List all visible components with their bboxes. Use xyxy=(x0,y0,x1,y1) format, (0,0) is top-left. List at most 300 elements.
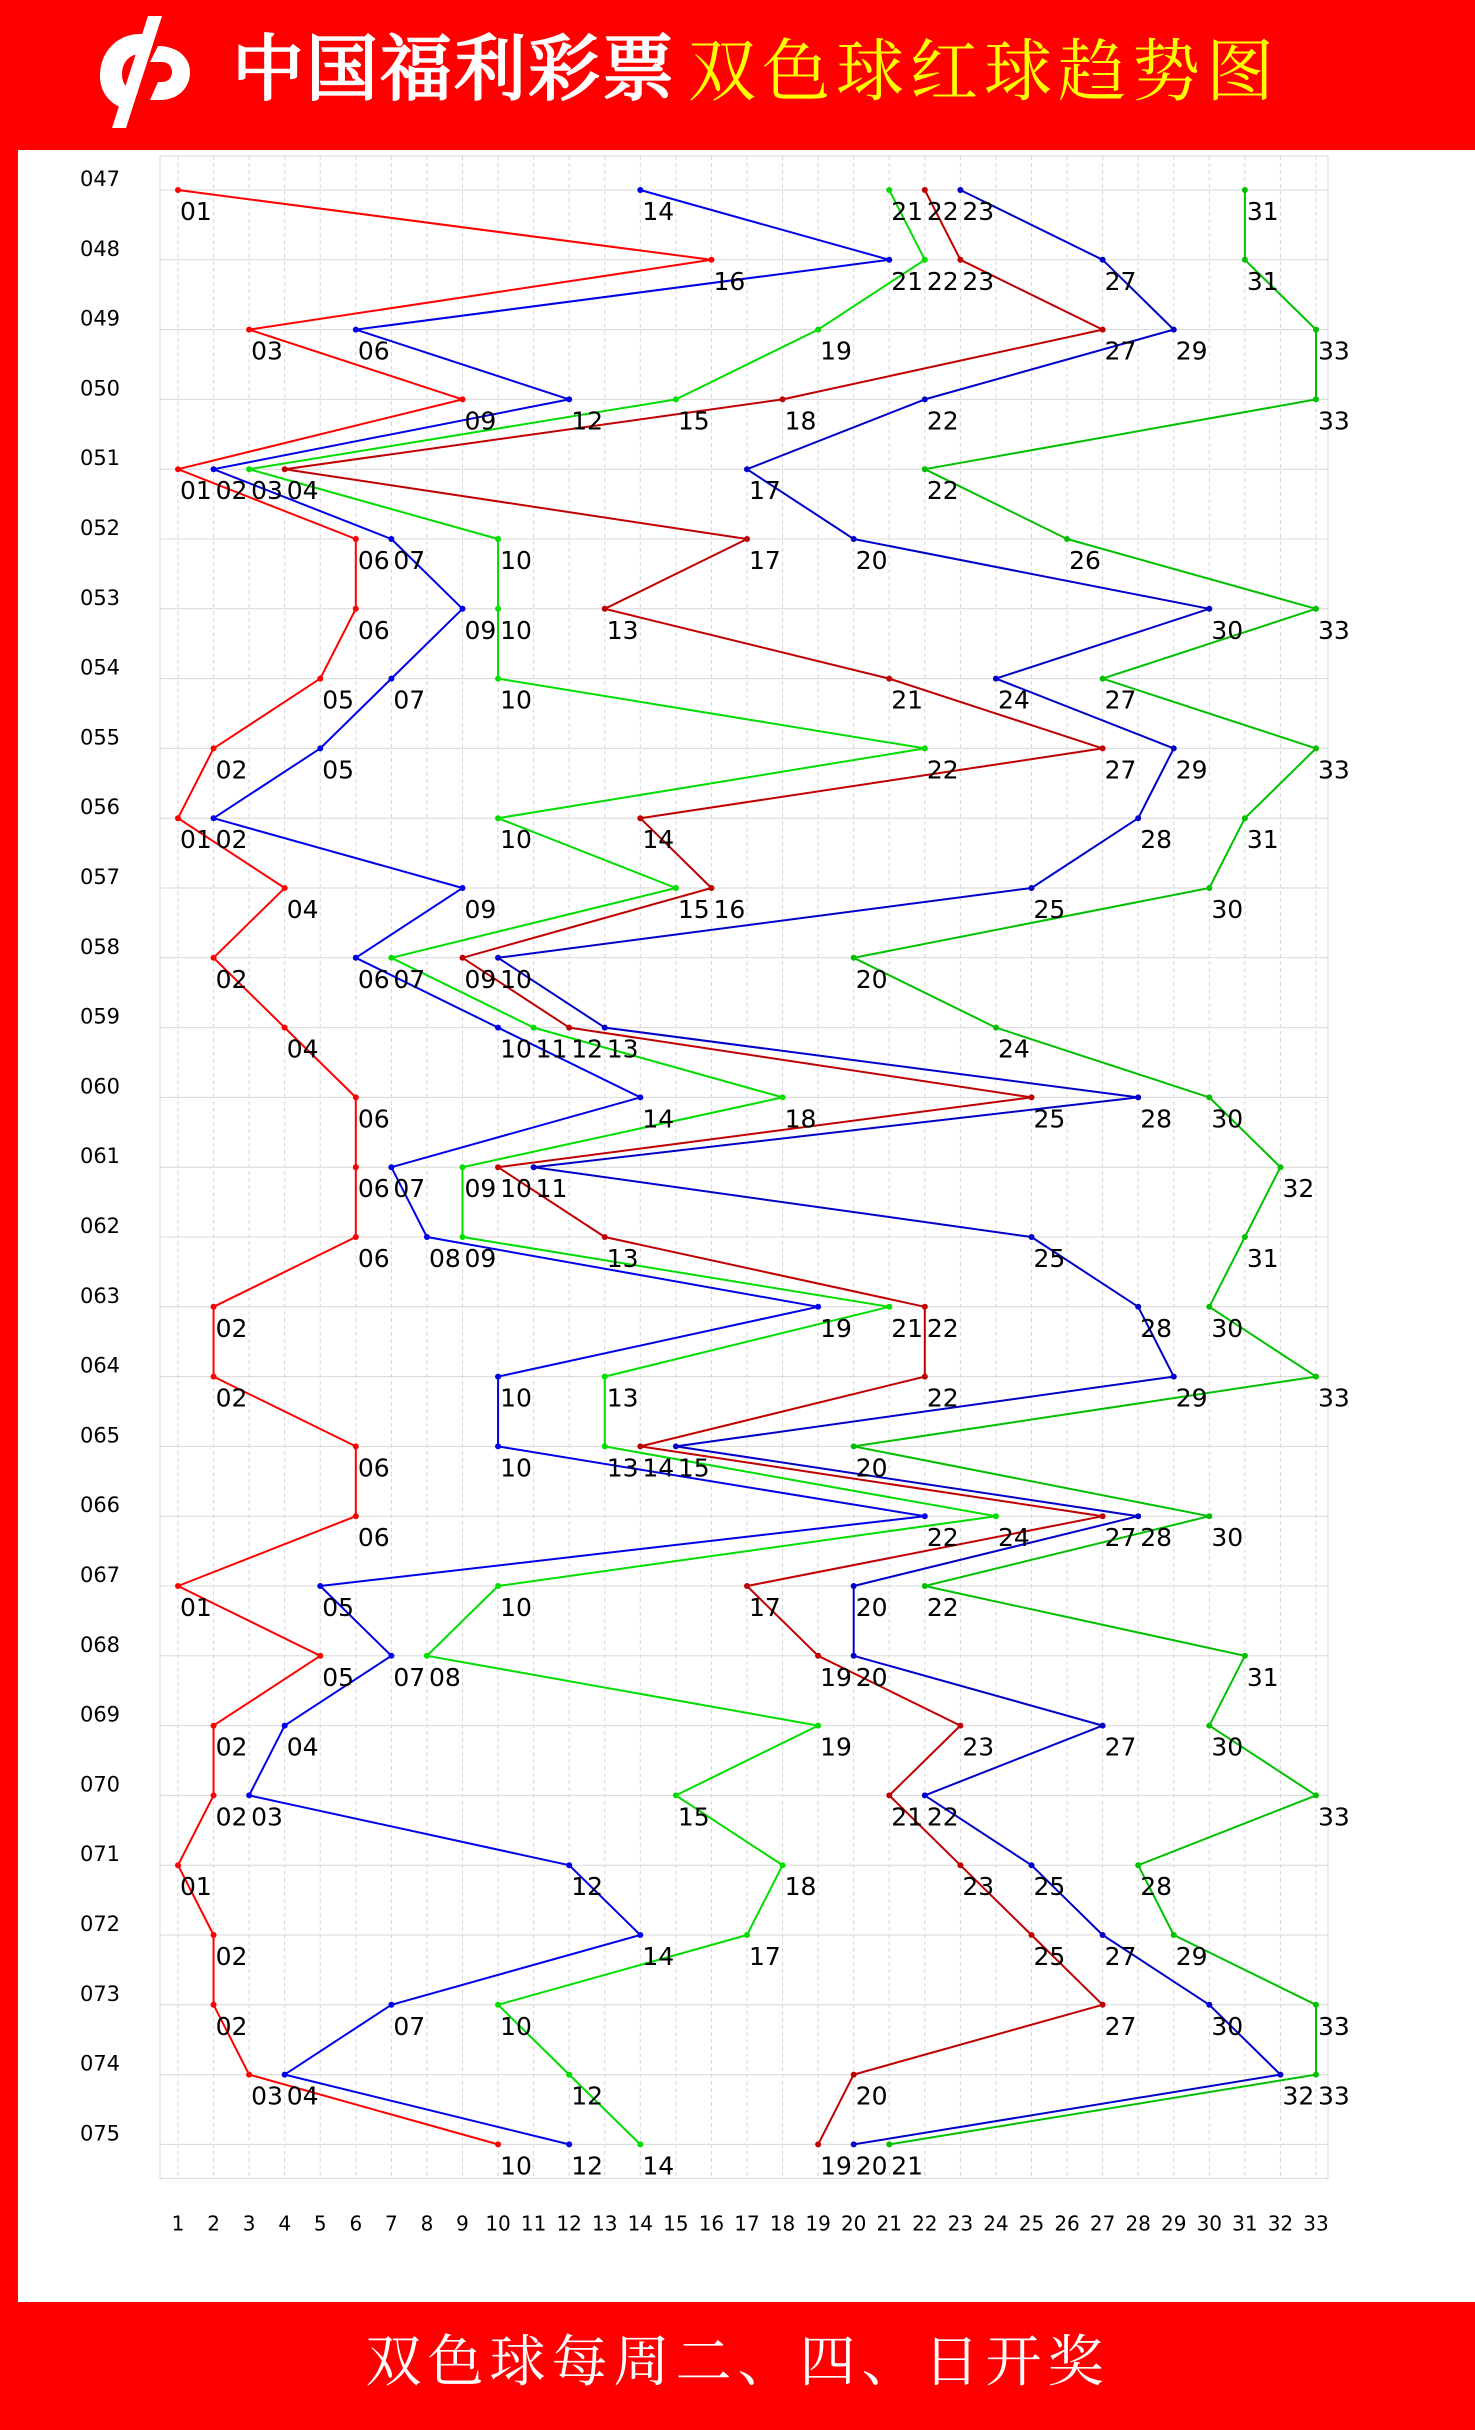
value-label: 12 xyxy=(571,1872,603,1902)
data-point xyxy=(708,257,714,263)
value-label: 10 xyxy=(500,1174,532,1204)
value-label: 04 xyxy=(286,895,319,924)
data-point xyxy=(922,1513,928,1519)
x-tick-label: 31 xyxy=(1232,2211,1258,2236)
data-point xyxy=(851,1653,857,1659)
value-label: 22 xyxy=(926,1523,959,1553)
data-point xyxy=(1100,257,1106,263)
issue-label: 061 xyxy=(79,1144,121,1169)
data-point xyxy=(460,1234,466,1240)
value-label: 14 xyxy=(642,2151,675,2181)
value-label: 10 xyxy=(500,685,532,715)
data-point xyxy=(353,1164,359,1170)
data-point xyxy=(353,606,359,612)
data-point xyxy=(246,327,252,333)
data-point xyxy=(211,745,217,751)
value-label: 04 xyxy=(286,1732,319,1762)
data-point xyxy=(424,1234,430,1240)
data-point xyxy=(495,1583,501,1589)
data-point xyxy=(1313,2002,1319,2008)
value-label: 29 xyxy=(1175,336,1208,366)
value-label: 22 xyxy=(926,197,959,226)
value-label: 02 xyxy=(215,1732,248,1762)
data-point xyxy=(211,466,217,472)
issue-label: 051 xyxy=(79,446,121,471)
x-tick-label: 8 xyxy=(420,2211,434,2236)
data-point xyxy=(495,676,501,682)
data-point xyxy=(673,1792,679,1798)
value-label: 22 xyxy=(926,755,959,785)
value-label: 32 xyxy=(1282,2081,1315,2111)
data-point xyxy=(531,1164,537,1170)
data-point xyxy=(993,1513,999,1519)
value-label: 10 xyxy=(500,615,532,645)
data-point xyxy=(175,815,181,821)
footer-banner xyxy=(0,2302,1475,2430)
value-label: 33 xyxy=(1318,406,1350,436)
data-point xyxy=(282,2072,288,2078)
data-point xyxy=(460,1164,466,1170)
value-label: 14 xyxy=(642,1453,675,1483)
value-label: 08 xyxy=(428,1244,461,1273)
value-label: 02 xyxy=(215,755,248,785)
x-tick-label: 18 xyxy=(769,2211,796,2236)
issue-label: 066 xyxy=(79,1493,121,1518)
data-point xyxy=(922,257,928,263)
value-label: 31 xyxy=(1246,197,1279,226)
data-point xyxy=(460,955,466,961)
data-point xyxy=(922,1374,928,1380)
issue-label: 074 xyxy=(79,2051,121,2076)
value-label: 07 xyxy=(393,964,426,994)
issue-label: 048 xyxy=(79,236,121,261)
data-point xyxy=(637,1443,643,1449)
data-point xyxy=(744,536,750,542)
value-label: 17 xyxy=(749,476,781,506)
value-label: 25 xyxy=(1033,1104,1066,1134)
x-tick-label: 26 xyxy=(1054,2211,1080,2236)
value-label: 24 xyxy=(997,685,1030,715)
value-label: 06 xyxy=(357,546,390,575)
data-point xyxy=(495,606,501,612)
data-point xyxy=(211,1374,217,1380)
data-point xyxy=(353,1513,359,1519)
data-point xyxy=(780,1094,786,1100)
value-label: 12 xyxy=(571,2081,603,2111)
value-label: 28 xyxy=(1140,1313,1172,1343)
issue-label: 052 xyxy=(79,516,121,540)
data-point xyxy=(317,745,323,751)
welfare-lottery-logo-icon xyxy=(78,6,198,134)
value-label: 03 xyxy=(251,1802,283,1832)
x-tick-label: 3 xyxy=(242,2211,256,2236)
value-label: 21 xyxy=(891,685,924,715)
issue-label: 072 xyxy=(79,1912,121,1936)
trend-chart xyxy=(18,150,1475,2302)
x-tick-label: 13 xyxy=(592,2211,618,2236)
data-point xyxy=(175,187,181,193)
data-point xyxy=(1064,536,1070,542)
data-point xyxy=(1242,187,1248,193)
value-label: 28 xyxy=(1140,1523,1172,1553)
value-label: 28 xyxy=(1140,1872,1172,1902)
value-label: 10 xyxy=(500,2151,532,2181)
value-label: 16 xyxy=(713,266,746,296)
data-point xyxy=(602,1443,608,1449)
data-point xyxy=(1100,2002,1106,2008)
data-point xyxy=(1171,327,1177,333)
value-label: 31 xyxy=(1246,266,1279,296)
value-label: 32 xyxy=(1282,1174,1315,1204)
value-label: 20 xyxy=(855,964,888,994)
value-label: 29 xyxy=(1175,755,1208,785)
value-label: 15 xyxy=(677,1802,710,1832)
x-tick-label: 30 xyxy=(1196,2211,1223,2236)
value-label: 15 xyxy=(677,1453,710,1483)
data-point xyxy=(211,1304,217,1310)
data-point xyxy=(851,955,857,961)
data-point xyxy=(744,1932,750,1938)
data-point xyxy=(602,606,608,612)
data-point xyxy=(602,1025,608,1031)
data-point xyxy=(282,1723,288,1729)
value-label: 23 xyxy=(962,266,995,296)
value-label: 02 xyxy=(215,1802,248,1832)
value-label: 14 xyxy=(642,197,675,226)
value-label: 02 xyxy=(215,2011,248,2041)
data-point xyxy=(1206,2002,1212,2008)
value-label: 28 xyxy=(1140,825,1172,855)
data-point xyxy=(211,1723,217,1729)
data-point xyxy=(957,257,963,263)
value-label: 13 xyxy=(606,615,639,645)
data-point xyxy=(1206,606,1212,612)
value-label: 06 xyxy=(357,1104,390,1134)
data-point xyxy=(495,2141,501,2147)
value-label: 20 xyxy=(855,1593,888,1622)
x-tick-label: 20 xyxy=(840,2211,867,2236)
data-point xyxy=(353,1443,359,1449)
value-label: 30 xyxy=(1211,1523,1244,1553)
x-tick-label: 2 xyxy=(207,2211,220,2236)
data-point xyxy=(673,396,679,402)
value-label: 20 xyxy=(855,2151,888,2181)
data-point xyxy=(1100,676,1106,682)
data-point xyxy=(495,1443,501,1449)
value-label: 19 xyxy=(820,336,852,366)
data-point xyxy=(922,1304,928,1310)
x-tick-label: 24 xyxy=(983,2211,1009,2236)
data-point xyxy=(957,1723,963,1729)
data-point xyxy=(1029,1234,1035,1240)
data-point xyxy=(886,1304,892,1310)
value-label: 04 xyxy=(286,476,319,506)
issue-label: 064 xyxy=(79,1353,121,1378)
data-point xyxy=(1242,815,1248,821)
value-label: 30 xyxy=(1211,1104,1244,1134)
value-label: 17 xyxy=(749,1942,781,1971)
value-label: 23 xyxy=(962,197,995,226)
data-point xyxy=(815,1304,821,1310)
value-label: 21 xyxy=(891,197,924,226)
data-point xyxy=(1100,1513,1106,1519)
value-label: 33 xyxy=(1318,1802,1350,1832)
value-label: 19 xyxy=(820,1732,852,1762)
data-point xyxy=(1277,1164,1283,1170)
data-point xyxy=(460,885,466,891)
value-label: 09 xyxy=(464,895,497,924)
data-point xyxy=(673,885,679,891)
data-point xyxy=(815,2141,821,2147)
value-label: 07 xyxy=(393,1662,426,1692)
data-point xyxy=(388,1164,394,1170)
data-point xyxy=(922,1583,928,1589)
value-label: 03 xyxy=(251,336,283,366)
value-label: 18 xyxy=(784,1872,817,1902)
data-point xyxy=(211,1792,217,1798)
x-tick-label: 16 xyxy=(698,2211,725,2236)
issue-label: 054 xyxy=(79,655,121,680)
data-point xyxy=(886,2141,892,2147)
value-label: 01 xyxy=(180,1872,212,1902)
value-label: 13 xyxy=(606,1244,639,1273)
data-point xyxy=(1029,1932,1035,1938)
value-label: 09 xyxy=(464,1174,497,1204)
value-label: 01 xyxy=(180,476,212,506)
value-label: 02 xyxy=(215,1383,248,1413)
data-point xyxy=(1206,1513,1212,1519)
page-title: 双色球红球趋势图 xyxy=(688,33,1281,112)
issue-label: 067 xyxy=(79,1563,121,1587)
value-label: 05 xyxy=(322,1662,355,1692)
data-point xyxy=(566,2141,572,2147)
data-point xyxy=(175,1583,181,1589)
data-point xyxy=(673,1443,679,1449)
value-label: 02 xyxy=(215,825,248,855)
data-point xyxy=(282,1025,288,1031)
value-label: 33 xyxy=(1318,2011,1350,2041)
data-point xyxy=(922,187,928,193)
header-banner xyxy=(0,0,1475,150)
data-point xyxy=(1313,327,1319,333)
value-label: 01 xyxy=(180,825,212,855)
value-label: 11 xyxy=(535,1174,568,1204)
data-point xyxy=(886,1792,892,1798)
issue-label: 049 xyxy=(79,306,121,331)
data-point xyxy=(1313,396,1319,402)
data-point xyxy=(886,187,892,193)
value-label: 09 xyxy=(464,406,497,436)
x-tick-label: 21 xyxy=(876,2211,902,2236)
data-point xyxy=(353,327,359,333)
x-tick-label: 27 xyxy=(1089,2211,1116,2236)
data-point xyxy=(1135,1094,1141,1100)
value-label: 33 xyxy=(1318,615,1350,645)
value-label: 06 xyxy=(357,1453,390,1483)
issue-label: 056 xyxy=(79,795,121,820)
x-tick-label: 19 xyxy=(805,2211,831,2236)
value-label: 25 xyxy=(1033,1872,1066,1902)
issue-label: 068 xyxy=(79,1632,121,1657)
data-point xyxy=(495,2002,501,2008)
value-label: 30 xyxy=(1211,1313,1244,1343)
issue-label: 047 xyxy=(79,167,121,191)
value-label: 17 xyxy=(749,1593,781,1622)
x-tick-label: 12 xyxy=(556,2211,582,2236)
value-label: 09 xyxy=(464,964,497,994)
data-point xyxy=(1029,885,1035,891)
issue-label: 070 xyxy=(79,1772,121,1797)
value-label: 27 xyxy=(1104,755,1137,785)
data-point xyxy=(1135,815,1141,821)
data-point xyxy=(637,815,643,821)
value-label: 20 xyxy=(855,1453,888,1483)
data-point xyxy=(211,955,217,961)
data-point xyxy=(1313,1792,1319,1798)
value-label: 05 xyxy=(322,685,355,715)
value-label: 22 xyxy=(926,406,959,436)
data-point xyxy=(993,676,999,682)
data-point xyxy=(353,536,359,542)
value-label: 31 xyxy=(1246,825,1279,855)
value-label: 21 xyxy=(891,1313,924,1343)
data-point xyxy=(851,536,857,542)
data-point xyxy=(317,1583,323,1589)
data-point xyxy=(637,1094,643,1100)
value-label: 30 xyxy=(1211,1732,1244,1762)
value-label: 07 xyxy=(393,546,426,575)
data-point xyxy=(886,257,892,263)
data-point xyxy=(922,745,928,751)
data-point xyxy=(1029,1862,1035,1868)
value-label: 27 xyxy=(1104,1732,1137,1762)
data-point xyxy=(922,466,928,472)
data-point xyxy=(246,466,252,472)
draw-schedule: 双色球每周二、四、日开奖 xyxy=(365,2330,1110,2395)
value-label: 30 xyxy=(1211,895,1244,924)
value-label: 14 xyxy=(642,1104,675,1134)
data-point xyxy=(1206,1304,1212,1310)
value-label: 27 xyxy=(1104,685,1137,715)
data-point xyxy=(1171,1932,1177,1938)
issue-label: 059 xyxy=(79,1004,121,1029)
value-label: 01 xyxy=(180,197,212,226)
issue-label: 063 xyxy=(79,1283,121,1308)
data-point xyxy=(780,396,786,402)
value-label: 08 xyxy=(428,1662,461,1692)
value-label: 10 xyxy=(500,1383,532,1413)
value-label: 22 xyxy=(926,266,959,296)
value-label: 06 xyxy=(357,615,390,645)
data-point xyxy=(246,2072,252,2078)
data-point xyxy=(1277,2072,1283,2078)
value-label: 19 xyxy=(820,1662,852,1692)
data-point xyxy=(317,676,323,682)
value-label: 22 xyxy=(926,1593,959,1622)
data-point xyxy=(708,885,714,891)
value-label: 22 xyxy=(926,1313,959,1343)
data-point xyxy=(388,1653,394,1659)
data-point xyxy=(317,1653,323,1659)
value-label: 06 xyxy=(357,964,390,994)
issue-label: 060 xyxy=(79,1074,121,1099)
issue-label: 055 xyxy=(79,725,121,750)
issue-label: 053 xyxy=(79,585,121,610)
data-point xyxy=(424,1653,430,1659)
value-label: 07 xyxy=(393,685,426,715)
value-label: 28 xyxy=(1140,1104,1172,1134)
data-point xyxy=(744,466,750,472)
data-point xyxy=(282,885,288,891)
data-point xyxy=(815,1653,821,1659)
value-label: 12 xyxy=(571,2151,603,2181)
value-label: 10 xyxy=(500,2011,532,2041)
value-label: 27 xyxy=(1104,1523,1137,1553)
data-point xyxy=(566,396,572,402)
data-point xyxy=(1100,327,1106,333)
x-tick-label: 33 xyxy=(1303,2211,1329,2236)
value-label: 19 xyxy=(820,1313,852,1343)
data-point xyxy=(922,1792,928,1798)
x-tick-label: 6 xyxy=(349,2211,363,2236)
chart-panel xyxy=(18,150,1475,2302)
issue-label: 073 xyxy=(79,1981,121,2006)
data-point xyxy=(637,187,643,193)
data-point xyxy=(246,1792,252,1798)
x-tick-label: 22 xyxy=(912,2211,938,2236)
value-label: 22 xyxy=(926,1383,959,1413)
issue-label: 050 xyxy=(79,376,121,401)
data-point xyxy=(211,1932,217,1938)
data-point xyxy=(1206,885,1212,891)
value-label: 02 xyxy=(215,1313,248,1343)
data-point xyxy=(1171,1374,1177,1380)
value-label: 20 xyxy=(855,546,888,575)
data-point xyxy=(1135,1513,1141,1519)
value-label: 02 xyxy=(215,964,248,994)
value-label: 24 xyxy=(997,1034,1030,1064)
issue-label: 075 xyxy=(79,2121,121,2146)
value-label: 10 xyxy=(500,825,532,855)
value-label: 33 xyxy=(1318,1383,1350,1413)
value-label: 21 xyxy=(891,266,924,296)
value-label: 10 xyxy=(500,1453,532,1483)
data-point xyxy=(957,1862,963,1868)
data-point xyxy=(1313,606,1319,612)
data-point xyxy=(388,955,394,961)
value-label: 21 xyxy=(891,2151,924,2181)
data-point xyxy=(637,1932,643,1938)
data-point xyxy=(1100,745,1106,751)
data-point xyxy=(175,1862,181,1868)
value-label: 31 xyxy=(1246,1662,1279,1692)
data-point xyxy=(957,187,963,193)
data-point xyxy=(815,327,821,333)
value-label: 06 xyxy=(357,1174,390,1204)
data-point xyxy=(602,1234,608,1240)
value-label: 25 xyxy=(1033,1942,1066,1971)
data-point xyxy=(495,955,501,961)
data-point xyxy=(388,676,394,682)
value-label: 10 xyxy=(500,1593,532,1622)
data-point xyxy=(566,1862,572,1868)
value-label: 06 xyxy=(357,1244,390,1273)
data-point xyxy=(211,815,217,821)
data-point xyxy=(993,1025,999,1031)
data-point xyxy=(1135,1862,1141,1868)
x-tick-label: 9 xyxy=(456,2211,469,2236)
value-label: 15 xyxy=(677,406,710,436)
